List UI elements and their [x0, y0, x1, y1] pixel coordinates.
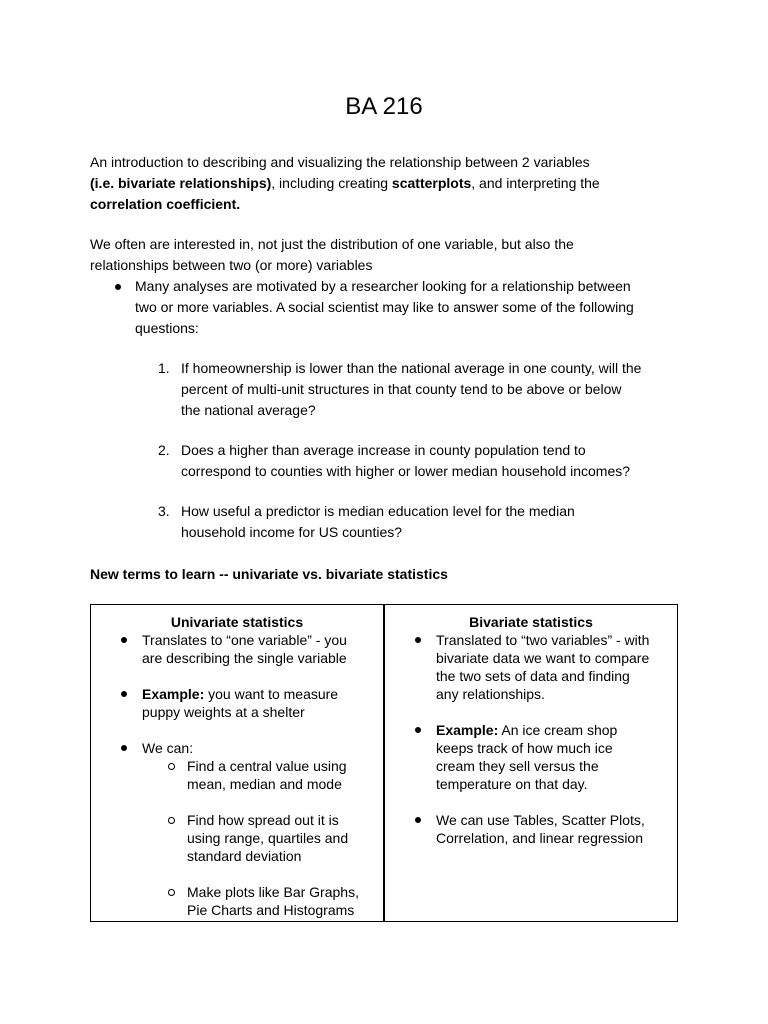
list-item	[91, 685, 383, 721]
intro-line-2	[90, 173, 600, 194]
intro-tail-text: , and interpreting the	[471, 175, 600, 191]
sub-list-item	[91, 811, 383, 865]
bullet-icon	[121, 745, 127, 751]
cell-line: mean, median and mode	[187, 776, 342, 792]
intro-line-1: An introduction to describing and visualizing the relationship between 2 variables	[90, 154, 590, 170]
list-item	[91, 739, 383, 757]
question-text	[181, 440, 678, 482]
bullet-line-2: two or more variables. A social scientist may like to answer some of the following	[135, 299, 634, 315]
bullet-icon	[415, 727, 421, 733]
question-text	[181, 358, 678, 421]
sub-list-item	[91, 757, 383, 793]
bullet-icon	[121, 637, 127, 643]
relationships-paragraph	[90, 234, 574, 276]
list-item	[385, 631, 677, 703]
hollow-bullet-icon	[168, 763, 175, 770]
cell-line: using range, quartiles and	[187, 830, 349, 846]
cell-line: keeps track of how much ice	[436, 740, 613, 756]
intro-bold-bivariate: (i.e. bivariate relationships)	[90, 175, 272, 191]
question-line: percent of multi-unit structures in that county tend to be above or below	[181, 381, 622, 397]
question-item-1	[158, 358, 678, 421]
list-item	[385, 811, 677, 847]
page-title: BA 216	[345, 93, 423, 120]
para2-line-2: relationships between two (or more) variables	[90, 257, 373, 273]
list-item	[385, 721, 677, 793]
list-item	[90, 276, 690, 339]
comparison-table	[90, 604, 678, 922]
cell-line: Find how spread out it is	[187, 812, 339, 828]
example-label: Example:	[436, 722, 499, 738]
cell-line	[142, 685, 377, 703]
question-item-2	[158, 440, 678, 482]
intro-mid-text: , including creating	[271, 175, 392, 191]
hollow-bullet-icon	[168, 889, 175, 896]
cell-line: Pie Charts and Histograms	[187, 902, 355, 918]
cell-line: We can:	[142, 740, 194, 756]
sub-list-item	[91, 883, 383, 919]
question-item-3	[158, 501, 678, 543]
bivariate-column	[385, 613, 677, 847]
cell-line: We can use Tables, Scatter Plots,	[436, 812, 645, 828]
question-line: the national average?	[181, 402, 316, 418]
bullet-icon	[415, 817, 421, 823]
question-number: 2.	[158, 442, 170, 458]
cell-line: Correlation, and linear regression	[436, 830, 643, 846]
cell-line: Find a central value using	[187, 758, 347, 774]
intro-bold-scatterplots: scatterplots	[391, 175, 472, 191]
question-line: How useful a predictor is median education level for the median	[181, 503, 575, 519]
bivariate-header: Bivariate statistics	[469, 614, 593, 630]
bullet-icon	[415, 637, 421, 643]
bullet-list	[90, 276, 690, 339]
question-line: Does a higher than average increase in county population tend to	[181, 442, 586, 458]
bullet-icon	[115, 284, 121, 290]
question-line: correspond to counties with higher or lower median household incomes?	[181, 463, 631, 479]
terms-heading: New terms to learn -- univariate vs. bivariate statistics	[90, 566, 448, 582]
para2-line-1: We often are interested in, not just the distribution of one variable, but also the	[90, 236, 574, 252]
cell-line: Translates to “one variable” - you	[142, 632, 347, 648]
cell-line: cream they sell versus the	[436, 758, 599, 774]
example-text: you want to measure	[204, 686, 339, 702]
example-label: Example:	[142, 686, 205, 702]
cell-line: standard deviation	[187, 848, 302, 864]
cell-line: Translated to “two variables” - with	[436, 632, 650, 648]
cell-line: any relationships.	[436, 686, 545, 702]
cell-line: Make plots like Bar Graphs,	[187, 884, 359, 900]
question-text	[181, 501, 678, 543]
question-number: 1.	[158, 360, 170, 376]
bullet-icon	[121, 691, 127, 697]
question-line: household income for US counties?	[181, 524, 403, 540]
cell-line: are describing the single variable	[142, 650, 347, 666]
cell-line: puppy weights at a shelter	[142, 704, 305, 720]
question-number: 3.	[158, 503, 170, 519]
example-text: An ice cream shop	[498, 722, 618, 738]
cell-line: bivariate data we want to compare	[436, 650, 650, 666]
cell-line: the two sets of data and finding	[436, 668, 630, 684]
hollow-bullet-icon	[168, 817, 175, 824]
bullet-line-1: Many analyses are motivated by a researcher looking for a relationship between	[135, 278, 631, 294]
list-item	[91, 631, 383, 667]
bullet-line-3: questions:	[135, 320, 199, 336]
intro-bold-correlation: correlation coefficient.	[90, 196, 241, 212]
question-line: If homeownership is lower than the national average in one county, will the	[181, 360, 642, 376]
intro-paragraph	[90, 152, 600, 215]
cell-line	[436, 721, 671, 739]
cell-line: temperature on that day.	[436, 776, 588, 792]
univariate-column	[91, 613, 383, 919]
intro-line-3	[90, 194, 600, 215]
univariate-header: Univariate statistics	[170, 614, 304, 630]
